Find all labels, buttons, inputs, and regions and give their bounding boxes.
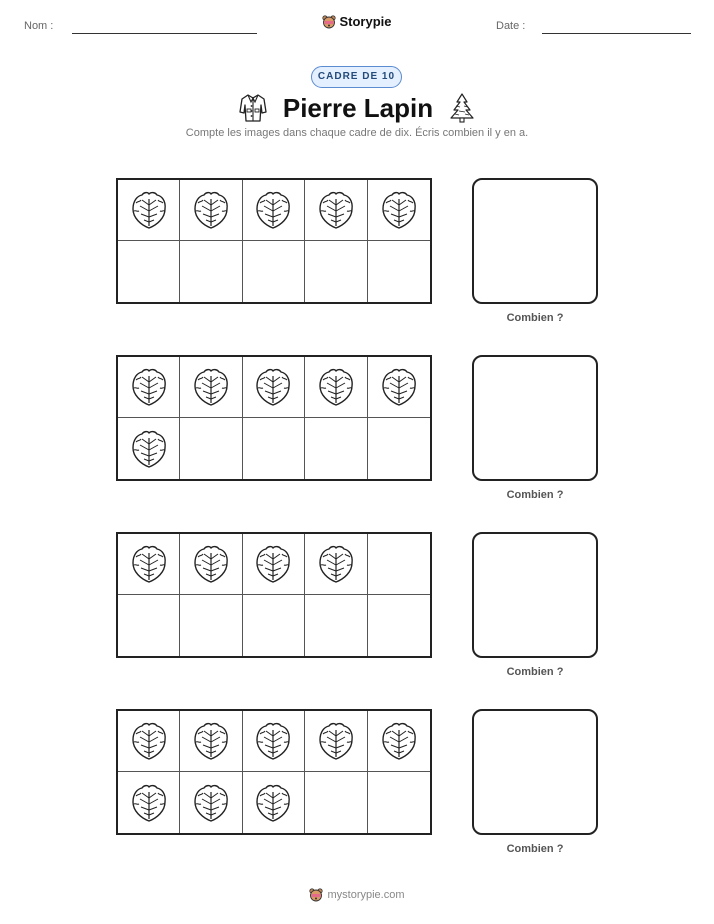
lettuce-icon	[128, 720, 170, 762]
lettuce-icon	[315, 720, 357, 762]
lettuce-icon	[128, 428, 170, 470]
lettuce-icon	[128, 782, 170, 824]
ten-frame-cell	[243, 241, 305, 302]
lettuce-icon	[252, 720, 294, 762]
ten-frame-cell	[180, 418, 242, 479]
worksheet-title: Pierre Lapin	[282, 92, 434, 123]
lettuce-icon	[315, 366, 357, 408]
ten-frame-cell	[180, 595, 242, 656]
ten-frame-cell	[305, 711, 367, 772]
ten-frame-cell	[118, 241, 180, 302]
ten-frame-cell	[305, 357, 367, 418]
instructions: Compte les images dans chaque cadre de dix. Écris combien il y en a.	[185, 127, 529, 139]
lettuce-icon	[315, 189, 357, 231]
ten-frame-cell	[243, 772, 305, 833]
ten-frame-cell	[305, 180, 367, 241]
ten-frame-cell	[118, 357, 180, 418]
lettuce-icon	[252, 366, 294, 408]
brand-header	[0, 14, 714, 34]
ten-frame-cell	[368, 534, 430, 595]
lettuce-icon	[378, 720, 420, 762]
ten-frame-cell	[368, 241, 430, 302]
title-row	[0, 90, 714, 126]
ten-frame-cell	[243, 180, 305, 241]
ten-frame-cell	[180, 357, 242, 418]
ten-frame-cell	[243, 357, 305, 418]
ten-frame-cell	[180, 180, 242, 241]
lettuce-icon	[252, 782, 294, 824]
pine-tree-icon	[447, 92, 477, 124]
lettuce-icon	[378, 189, 420, 231]
answer-label: Combien ?	[506, 489, 564, 501]
date-label: Date :	[496, 20, 526, 32]
footer-url[interactable]: mystorypie.com	[327, 889, 405, 901]
ten-frame-cell	[118, 595, 180, 656]
lettuce-icon	[128, 189, 170, 231]
ten-frame-cell	[305, 241, 367, 302]
answer-box[interactable]	[472, 178, 598, 304]
ten-frame	[116, 532, 432, 658]
lettuce-icon	[190, 543, 232, 585]
ten-frame-cell	[180, 241, 242, 302]
ten-frame	[116, 355, 432, 481]
footer	[0, 888, 714, 907]
ten-frame-cell	[243, 418, 305, 479]
answer-label: Combien ?	[506, 843, 564, 855]
lettuce-icon	[252, 543, 294, 585]
lettuce-icon	[190, 782, 232, 824]
lettuce-icon	[190, 720, 232, 762]
bear-logo-icon	[309, 888, 323, 902]
lettuce-icon	[315, 543, 357, 585]
ten-frame-cell	[368, 595, 430, 656]
answer-label: Combien ?	[506, 312, 564, 324]
answer-box[interactable]	[472, 532, 598, 658]
lettuce-icon	[378, 366, 420, 408]
ten-frame-cell	[368, 180, 430, 241]
ten-frame-cell	[243, 595, 305, 656]
worksheet-type-badge: CADRE DE 10	[311, 66, 402, 88]
ten-frame	[116, 178, 432, 304]
nom-label: Nom :	[24, 20, 54, 32]
lettuce-icon	[190, 366, 232, 408]
ten-frame-cell	[180, 711, 242, 772]
ten-frame-cell	[305, 595, 367, 656]
date-writing-line[interactable]	[542, 33, 691, 34]
ten-frame-cell	[118, 180, 180, 241]
lettuce-icon	[252, 189, 294, 231]
ten-frame-cell	[368, 418, 430, 479]
coat-icon	[237, 92, 269, 124]
ten-frame-cell	[118, 534, 180, 595]
ten-frame-cell	[305, 418, 367, 479]
lettuce-icon	[128, 543, 170, 585]
ten-frame-cell	[368, 711, 430, 772]
ten-frame-cell	[368, 772, 430, 833]
ten-frame-cell	[305, 534, 367, 595]
lettuce-icon	[190, 189, 232, 231]
ten-frame-cell	[118, 772, 180, 833]
ten-frame-cell	[118, 711, 180, 772]
ten-frame-cell	[118, 418, 180, 479]
ten-frame-cell	[180, 772, 242, 833]
answer-label: Combien ?	[506, 666, 564, 678]
ten-frame-cell	[243, 534, 305, 595]
brand-name: Storypie	[339, 14, 392, 29]
ten-frame-cell	[368, 357, 430, 418]
ten-frame	[116, 709, 432, 835]
lettuce-icon	[128, 366, 170, 408]
ten-frame-cell	[305, 772, 367, 833]
answer-box[interactable]	[472, 355, 598, 481]
bear-logo-icon	[322, 15, 336, 29]
ten-frame-cell	[243, 711, 305, 772]
answer-box[interactable]	[472, 709, 598, 835]
ten-frame-cell	[180, 534, 242, 595]
